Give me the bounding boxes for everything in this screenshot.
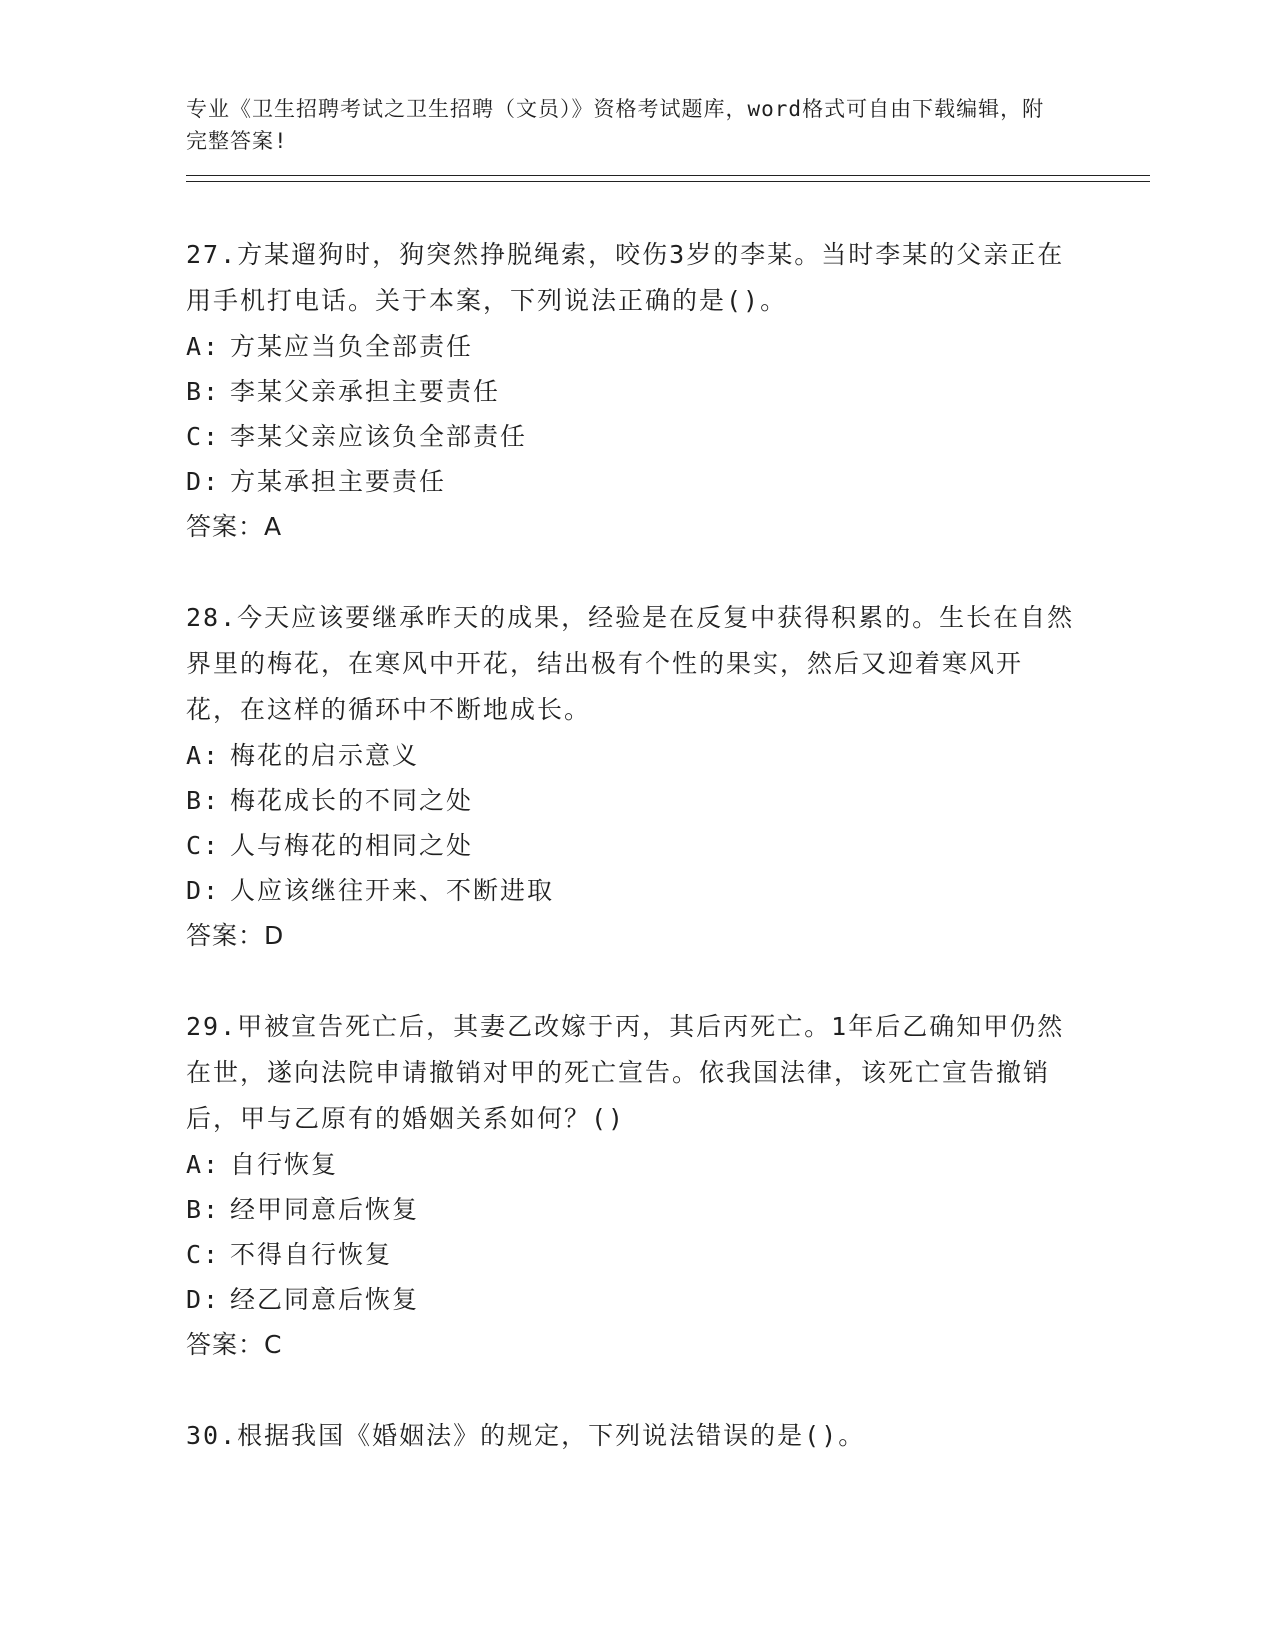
question-28 <box>186 595 1076 959</box>
option-d <box>186 1277 1076 1322</box>
option-key: D: <box>186 876 221 905</box>
option-key: A: <box>186 332 221 361</box>
option-text: 经乙同意后恢复 <box>230 1285 420 1314</box>
question-text: 30.根据我国《婚姻法》的规定，下列说法错误的是()。 <box>186 1421 866 1450</box>
option-b <box>186 369 1076 414</box>
option-text: 自行恢复 <box>230 1150 339 1179</box>
option-key: D: <box>186 1285 221 1314</box>
option-key: B: <box>186 377 221 406</box>
question-30 <box>186 1413 1076 1459</box>
option-text: 方某应当负全部责任 <box>230 332 474 361</box>
answer-label: 答案：A <box>186 512 283 541</box>
option-c <box>186 1232 1076 1277</box>
option-key: B: <box>186 786 221 815</box>
option-text: 人应该继往开来、不断进取 <box>230 876 555 905</box>
option-text: 不得自行恢复 <box>230 1240 393 1269</box>
document-intro: 专业《卫生招聘考试之卫生招聘（文员）》资格考试题库，word格式可自由下载编辑，附完整答案! <box>186 97 1045 153</box>
question-27 <box>186 232 1076 550</box>
option-text: 梅花的启示意义 <box>230 741 420 770</box>
option-a <box>186 733 1076 778</box>
option-key: A: <box>186 1150 221 1179</box>
option-text: 经甲同意后恢复 <box>230 1195 420 1224</box>
option-text: 人与梅花的相同之处 <box>230 831 474 860</box>
option-d <box>186 868 1076 913</box>
answer-label: 答案：D <box>186 921 285 950</box>
question-text: 29.甲被宣告死亡后，其妻乙改嫁于丙，其后丙死亡。1年后乙确知甲仍然在世，遂向法院申请撤销对甲的死亡宣告。依我国法律，该死亡宣告撤销后，甲与乙原有的婚姻关系如何？() <box>186 1012 1065 1133</box>
option-a <box>186 324 1076 369</box>
option-text: 李某父亲承担主要责任 <box>230 377 501 406</box>
option-d <box>186 459 1076 504</box>
question-text: 27.方某遛狗时，狗突然挣脱绳索，咬伤3岁的李某。当时李某的父亲正在用手机打电话。关于本案，下列说法正确的是()。 <box>186 240 1065 315</box>
option-b <box>186 1187 1076 1232</box>
option-key: C: <box>186 831 221 860</box>
option-a <box>186 1142 1076 1187</box>
question-29 <box>186 1004 1076 1368</box>
option-b <box>186 778 1076 823</box>
option-text: 李某父亲应该负全部责任 <box>230 422 528 451</box>
option-key: C: <box>186 422 221 451</box>
option-c <box>186 823 1076 868</box>
option-key: A: <box>186 741 221 770</box>
option-key: D: <box>186 467 221 496</box>
option-text: 方某承担主要责任 <box>230 467 447 496</box>
option-c <box>186 414 1076 459</box>
option-text: 梅花成长的不同之处 <box>230 786 474 815</box>
header-divider-bottom <box>186 181 1150 182</box>
header-divider-top <box>186 175 1150 176</box>
answer-label: 答案：C <box>186 1330 283 1359</box>
option-key: C: <box>186 1240 221 1269</box>
option-key: B: <box>186 1195 221 1224</box>
question-text: 28.今天应该要继承昨天的成果，经验是在反复中获得积累的。生长在自然界里的梅花，在寒风中开花，结出极有个性的果实，然后又迎着寒风开花，在这样的循环中不断地成长。 <box>186 603 1075 724</box>
